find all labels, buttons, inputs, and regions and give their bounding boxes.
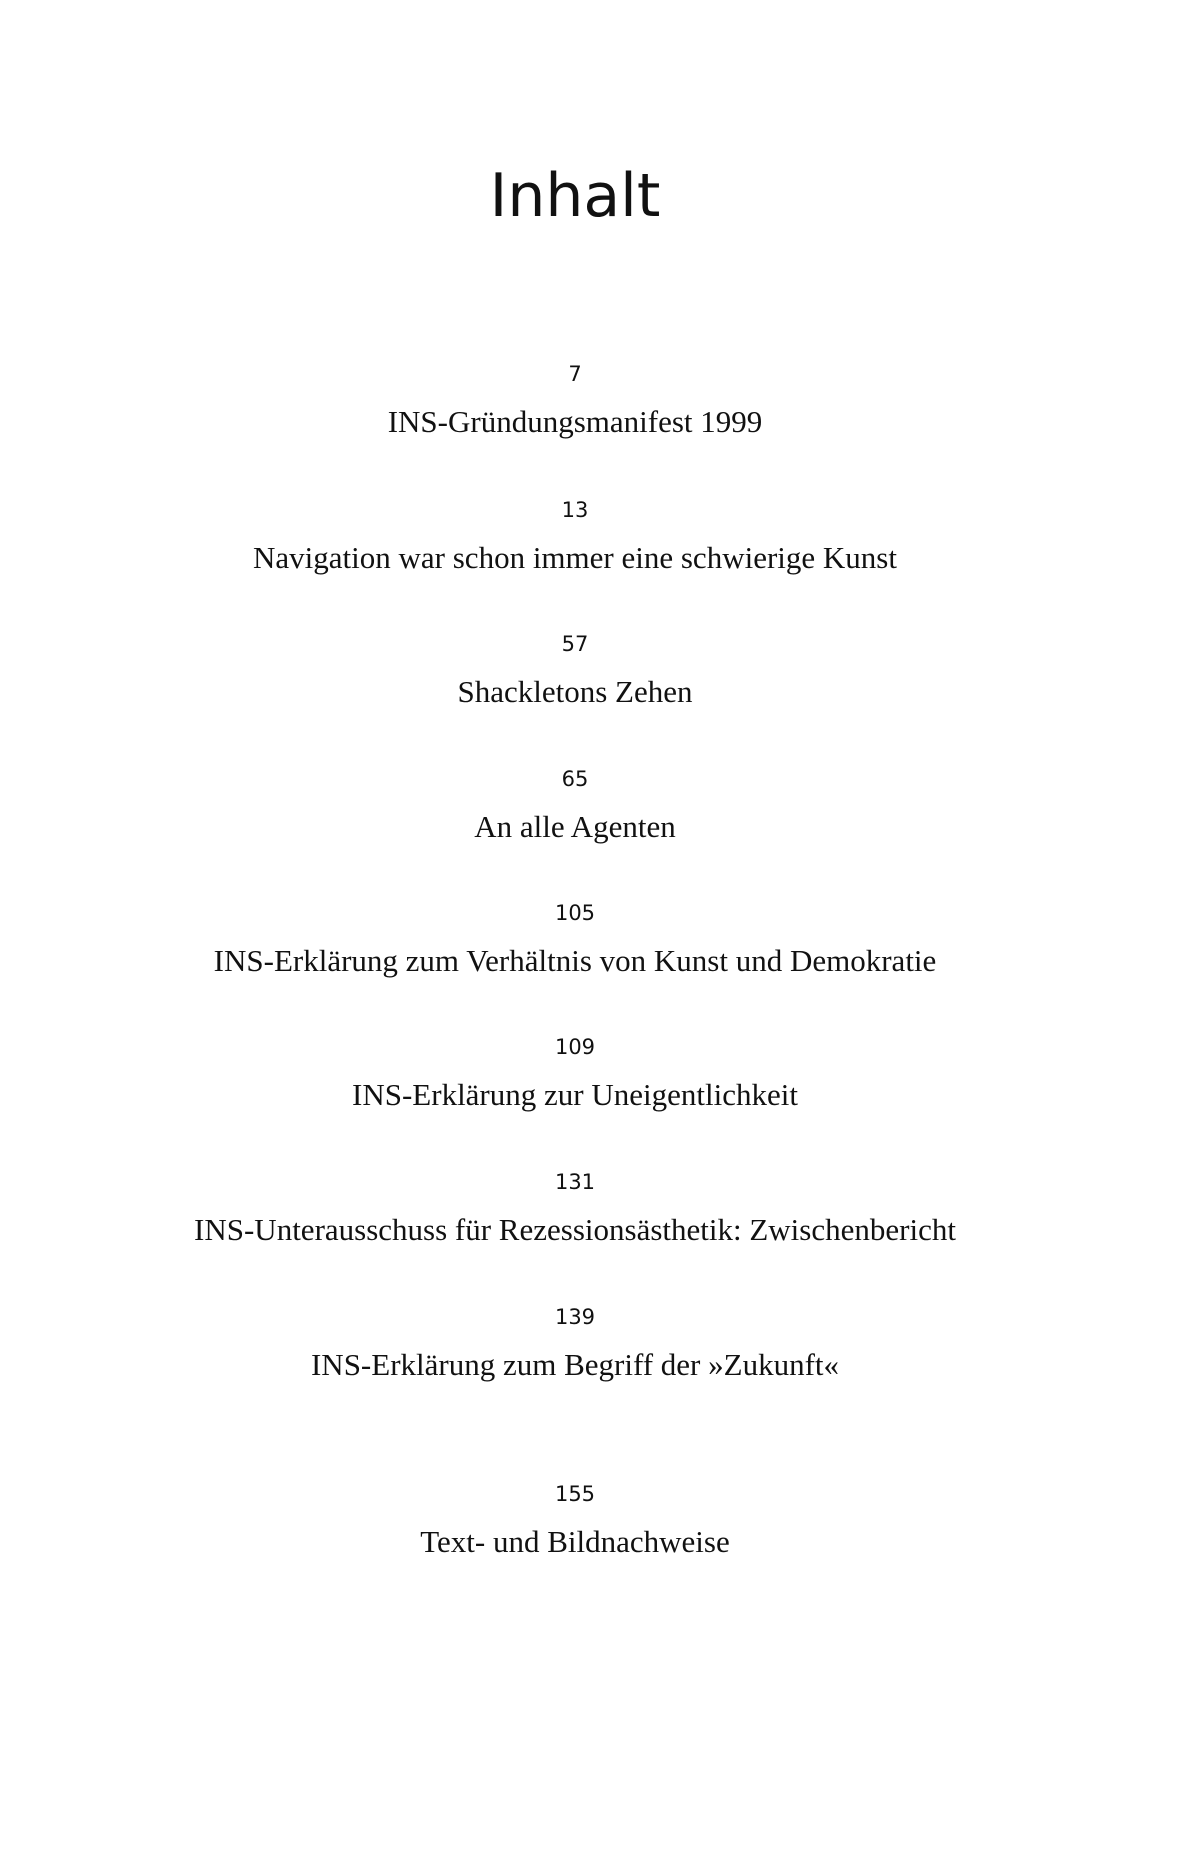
toc-entry bbox=[0, 1307, 1150, 1380]
toc-page-number: 155 bbox=[554, 1482, 596, 1506]
toc-entry-title: INS-Unterausschuss für Rezessionsästhetik: Zwischenbericht bbox=[194, 1212, 956, 1247]
toc-entry bbox=[0, 634, 1150, 707]
toc-entry bbox=[0, 1037, 1150, 1110]
toc-page-number: 131 bbox=[554, 1170, 596, 1194]
toc-entry bbox=[0, 1172, 1150, 1245]
toc-entry bbox=[0, 769, 1150, 842]
toc-page-number: 109 bbox=[554, 1035, 596, 1059]
toc-entry bbox=[0, 364, 1150, 437]
toc-entry bbox=[0, 1484, 1150, 1557]
toc-page-number: 139 bbox=[554, 1305, 596, 1329]
toc-entry-title: Text- und Bildnachweise bbox=[420, 1524, 730, 1559]
toc-entry bbox=[0, 903, 1150, 976]
toc-entry-title: Navigation war schon immer eine schwierige Kunst bbox=[253, 540, 897, 575]
page-title: Inhalt bbox=[489, 161, 661, 231]
toc-entry-title: INS-Erklärung zum Begriff der »Zukunft« bbox=[310, 1347, 839, 1382]
toc-page-number: 65 bbox=[561, 767, 589, 791]
toc-page-number: 105 bbox=[554, 901, 596, 925]
toc-page-number: 13 bbox=[561, 498, 589, 522]
toc-entry bbox=[0, 500, 1150, 573]
toc-page-number: 7 bbox=[568, 362, 582, 386]
toc-entry-title: Shackletons Zehen bbox=[457, 674, 693, 709]
toc-entry-title: INS-Erklärung zur Uneigentlichkeit bbox=[352, 1077, 798, 1112]
toc-entry-title: INS-Gründungsmanifest 1999 bbox=[387, 404, 763, 439]
toc-entry-title: An alle Agenten bbox=[474, 809, 676, 844]
toc-page-number: 57 bbox=[561, 632, 589, 656]
toc-entry-title: INS-Erklärung zum Verhältnis von Kunst und Demokratie bbox=[213, 943, 937, 978]
